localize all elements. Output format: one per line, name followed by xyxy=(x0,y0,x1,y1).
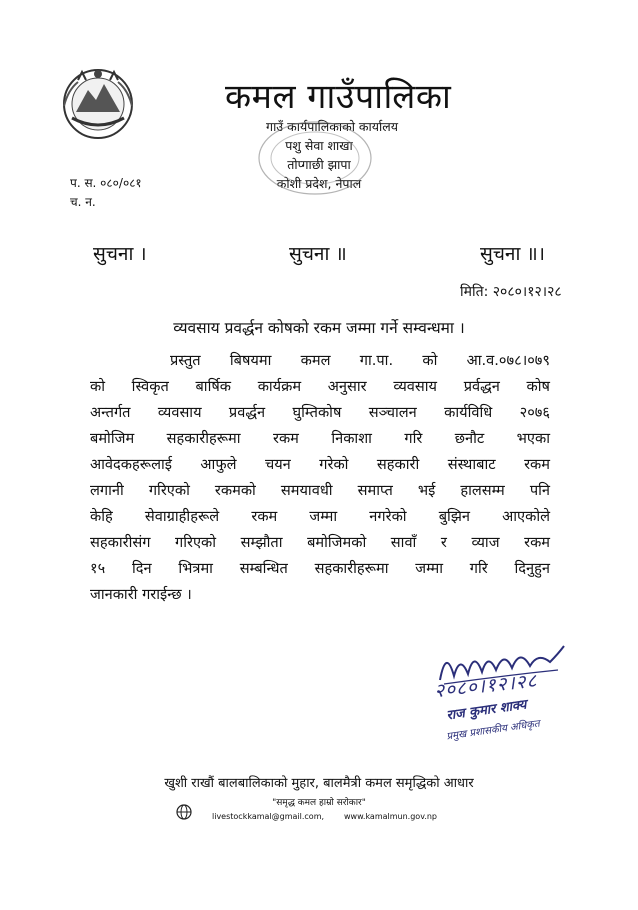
body-line: जानकारी गराईन्छ । xyxy=(90,586,192,603)
dispatch-number: च. न. xyxy=(70,195,96,209)
footer-slogan: "समृद्ध कमल हाम्रो सरोकार" xyxy=(272,798,366,808)
globe-icon xyxy=(176,804,192,820)
reference-number: प. स. ०८०/०८१ xyxy=(70,176,142,190)
section-name: पशु सेवा शाखा xyxy=(285,138,353,153)
body-line: को स्विकृत बार्षिक कार्यक्रम अनुसार व्यवसाय प्रर्वद्धन कोष xyxy=(90,378,550,395)
letter-date: मिति: २०८०।१२।२८ xyxy=(460,284,562,300)
province-name: कोशी प्रदेश, नेपाल xyxy=(276,176,362,191)
footer-motto: खुशी राखौं बालबालिकाको मुहार, बालमैत्री कमल समृद्धिको आधार xyxy=(164,776,474,791)
signatory-title: प्रमुख प्रशासकीय अधिकृत xyxy=(445,718,541,743)
body-line: बमोजिम सहकारीहरूमा रकम निकाशा गरि छनौट भएका xyxy=(90,430,550,447)
body-line: सहकारीसंग गरिएको सम्झौता बमोजिमको सावाँ र व्याज रकम xyxy=(90,534,550,551)
office-stamp-icon xyxy=(255,118,375,196)
body-line: १५ दिन भित्रमा सम्बन्धित सहकारीहरूमा जम्मा गरि दिनुहुन xyxy=(90,560,550,577)
body-line: अन्तर्गत व्यवसाय प्रवर्द्धन घुम्तिकोष सञ्चालन कार्यविधि २०७६ xyxy=(90,404,550,421)
body-line: लगानी गरिएको रकमको समयावधी समाप्त भई हालसम्म पनि xyxy=(90,482,550,499)
notice-heading-3: सुचना ॥। xyxy=(480,243,545,265)
office-name: गाउँ कार्यपालिकाको कार्यालय xyxy=(266,119,398,134)
notice-heading-2: सुचना ॥ xyxy=(289,243,347,265)
signature-date: २०८०।१२।२८ xyxy=(433,669,539,703)
website-url: www.kamalmun.gov.np xyxy=(344,812,438,821)
body-line: आवेदकहरूलाई आफुले चयन गरेको सहकारी संस्थाबाट रकम xyxy=(90,456,550,473)
organization-name: कमल गाउँपालिका xyxy=(225,77,452,117)
body-line: केहि सेवाग्राहीहरूले रकम जम्मा नगरेको बुझिन आएकोले xyxy=(90,508,550,525)
district-name: तोप्गाछी झापा xyxy=(287,157,351,172)
body-line: प्रस्तुत बिषयमा कमल गा.पा. को आ.व.०७८।०७९ xyxy=(170,352,550,369)
signatory-name: राज कुमार शाक्य xyxy=(445,697,528,724)
notice-heading-1: सुचना । xyxy=(93,243,147,265)
letter-subject: व्यवसाय प्रवर्द्धन कोषको रकम जम्मा गर्ने सम्वन्धमा । xyxy=(173,319,465,337)
email-address: livestockkamal@gmail.com, xyxy=(212,812,325,821)
